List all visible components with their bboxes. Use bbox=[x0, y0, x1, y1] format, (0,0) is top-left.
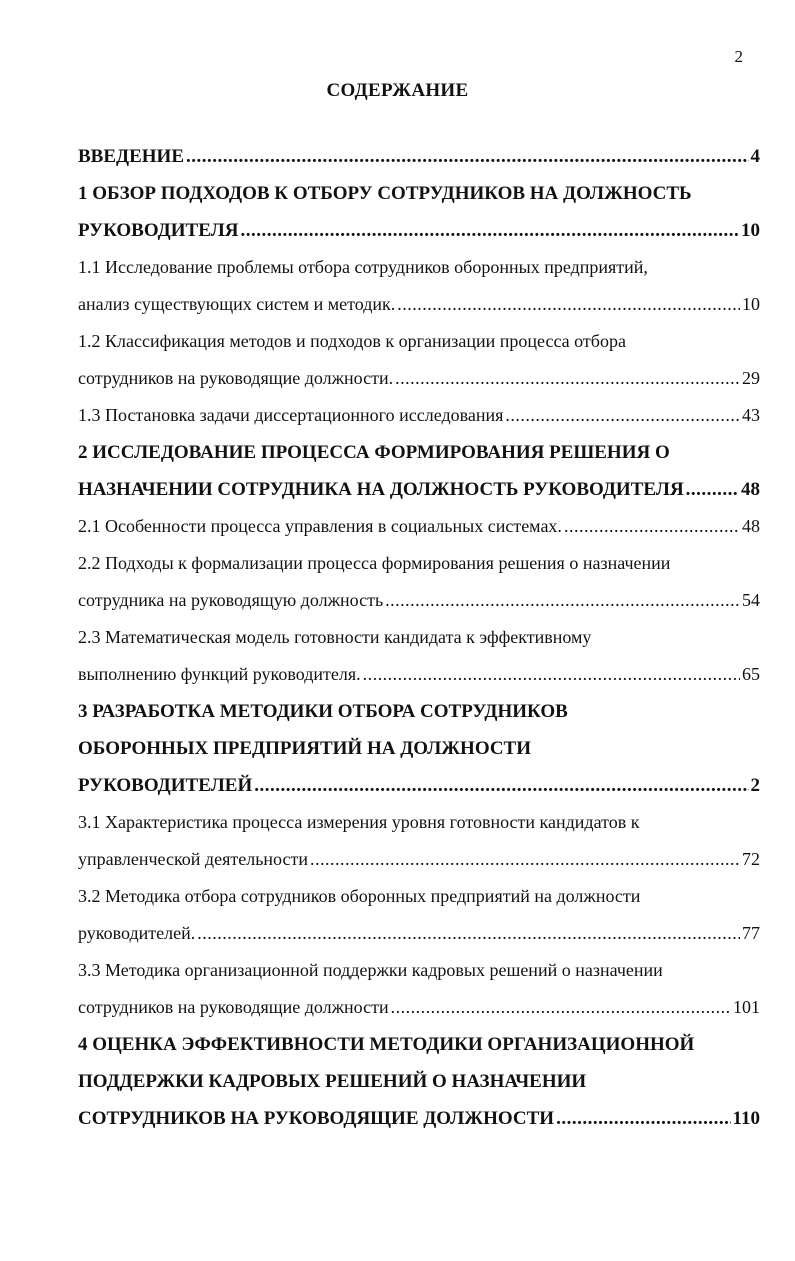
toc-entry-line: 2.2 Подходы к формализации процесса формирования решения о назначении bbox=[78, 553, 671, 573]
toc-entry bbox=[78, 545, 760, 619]
toc-entry bbox=[78, 878, 760, 952]
toc-entry bbox=[78, 249, 760, 323]
toc-page-number: 10 bbox=[742, 294, 760, 314]
toc-entry-text: РУКОВОДИТЕЛЯ bbox=[78, 220, 239, 241]
toc-entry-text: выполнению функций руководителя. bbox=[78, 664, 361, 684]
toc-entry-line: 3.1 Характеристика процесса измерения уровня готовности кандидатов к bbox=[78, 812, 640, 832]
toc-entry-text: 2.1 Особенности процесса управления в социальных системах. bbox=[78, 516, 562, 536]
toc-entry bbox=[78, 804, 760, 878]
toc-entry-last-line bbox=[78, 471, 760, 508]
dot-leader bbox=[385, 582, 740, 619]
toc-entry-text: анализ существующих систем и методик. bbox=[78, 294, 396, 314]
dot-leader bbox=[186, 138, 749, 175]
dot-leader bbox=[241, 212, 740, 249]
dot-leader bbox=[556, 1100, 730, 1137]
toc-entry-last-line bbox=[78, 767, 760, 804]
toc-entry-last-line bbox=[78, 582, 760, 619]
toc-entry-text: руководителей. bbox=[78, 923, 196, 943]
toc-entry-last-line bbox=[78, 286, 760, 323]
toc-entry-line: 3.3 Методика организационной поддержки кадровых решений о назначении bbox=[78, 960, 663, 980]
toc-entry bbox=[78, 952, 760, 1026]
toc-entry-text: сотрудника на руководящую должность bbox=[78, 590, 384, 610]
toc-entry-line: 3.2 Методика отбора сотрудников оборонных предприятий на должности bbox=[78, 886, 641, 906]
toc-entry bbox=[78, 397, 760, 434]
toc-entry bbox=[78, 434, 760, 508]
toc-entry-text: СОТРУДНИКОВ НА РУКОВОДЯЩИЕ ДОЛЖНОСТИ bbox=[78, 1108, 555, 1129]
toc-page-number: 43 bbox=[742, 405, 760, 425]
toc-entry-last-line bbox=[78, 841, 760, 878]
toc-entry-line: 4 ОЦЕНКА ЭФФЕКТИВНОСТИ МЕТОДИКИ ОРГАНИЗАЦИОННОЙ bbox=[78, 1034, 695, 1055]
toc-entry-text: 1.3 Постановка задачи диссертационного исследования bbox=[78, 405, 504, 425]
page-title: СОДЕРЖАНИЕ bbox=[326, 80, 469, 101]
toc-page-number: 77 bbox=[742, 923, 760, 943]
toc-page-number: 48 bbox=[741, 479, 760, 500]
toc-page-number: 72 bbox=[742, 849, 760, 869]
toc-entry-line: ОБОРОННЫХ ПРЕДПРИЯТИЙ НА ДОЛЖНОСТИ bbox=[78, 738, 532, 759]
toc-entry-last-line bbox=[78, 508, 760, 545]
toc-entry bbox=[78, 508, 760, 545]
toc-entry bbox=[78, 619, 760, 693]
toc-page-number: 101 bbox=[733, 997, 760, 1017]
toc-entry-text: НАЗНАЧЕНИИ СОТРУДНИКА НА ДОЛЖНОСТЬ РУКОВОДИТЕЛЯ bbox=[78, 479, 684, 500]
toc-entry-last-line bbox=[78, 989, 760, 1026]
toc-page-number: 10 bbox=[741, 220, 760, 241]
toc-page-number: 65 bbox=[742, 664, 760, 684]
toc-entry-text: РУКОВОДИТЕЛЕЙ bbox=[78, 775, 253, 796]
toc-entry-text: сотрудников на руководящие должности. bbox=[78, 368, 394, 388]
toc-entry-text: сотрудников на руководящие должности bbox=[78, 997, 389, 1017]
dot-leader bbox=[254, 767, 748, 804]
toc-page-number: 110 bbox=[732, 1108, 760, 1129]
toc-entry bbox=[78, 138, 760, 175]
toc-entry bbox=[78, 323, 760, 397]
toc-entry-line: 1.1 Исследование проблемы отбора сотрудников оборонных предприятий, bbox=[78, 257, 648, 277]
dot-leader bbox=[686, 471, 739, 508]
toc-entry-last-line bbox=[78, 138, 760, 175]
dot-leader bbox=[397, 286, 740, 323]
toc-entry bbox=[78, 1026, 760, 1137]
toc-entry bbox=[78, 175, 760, 249]
toc-entry-line: 2.3 Математическая модель готовности кандидата к эффективному bbox=[78, 627, 592, 647]
dot-leader bbox=[363, 656, 740, 693]
toc-page-number: 48 bbox=[742, 516, 760, 536]
toc-entry bbox=[78, 693, 760, 804]
dot-leader bbox=[564, 508, 740, 545]
toc-page-number: 2 bbox=[750, 775, 760, 796]
dot-leader bbox=[391, 989, 731, 1026]
toc-entry-text: ВВЕДЕНИЕ bbox=[78, 146, 184, 167]
toc-entry-last-line bbox=[78, 915, 760, 952]
toc-entry-last-line bbox=[78, 1100, 760, 1137]
dot-leader bbox=[395, 360, 740, 397]
table-of-contents bbox=[78, 138, 760, 1137]
dot-leader bbox=[197, 915, 740, 952]
toc-entry-line: ПОДДЕРЖКИ КАДРОВЫХ РЕШЕНИЙ О НАЗНАЧЕНИИ bbox=[78, 1071, 587, 1092]
toc-entry-line: 3 РАЗРАБОТКА МЕТОДИКИ ОТБОРА СОТРУДНИКОВ bbox=[78, 701, 568, 722]
toc-entry-last-line bbox=[78, 656, 760, 693]
toc-entry-last-line bbox=[78, 360, 760, 397]
toc-entry-line: 1 ОБЗОР ПОДХОДОВ К ОТБОРУ СОТРУДНИКОВ НА ДОЛЖНОСТЬ bbox=[78, 183, 692, 204]
toc-entry-line: 2 ИССЛЕДОВАНИЕ ПРОЦЕССА ФОРМИРОВАНИЯ РЕШЕНИЯ О bbox=[78, 442, 670, 463]
toc-entry-last-line bbox=[78, 397, 760, 434]
toc-entry-last-line bbox=[78, 212, 760, 249]
page-number: 2 bbox=[734, 47, 743, 66]
dot-leader bbox=[310, 841, 740, 878]
toc-page-number: 54 bbox=[742, 590, 760, 610]
toc-page-number: 4 bbox=[750, 146, 760, 167]
toc-page-number: 29 bbox=[742, 368, 760, 388]
dot-leader bbox=[505, 397, 740, 434]
toc-entry-text: управленческой деятельности bbox=[78, 849, 308, 869]
toc-entry-line: 1.2 Классификация методов и подходов к организации процесса отбора bbox=[78, 331, 626, 351]
